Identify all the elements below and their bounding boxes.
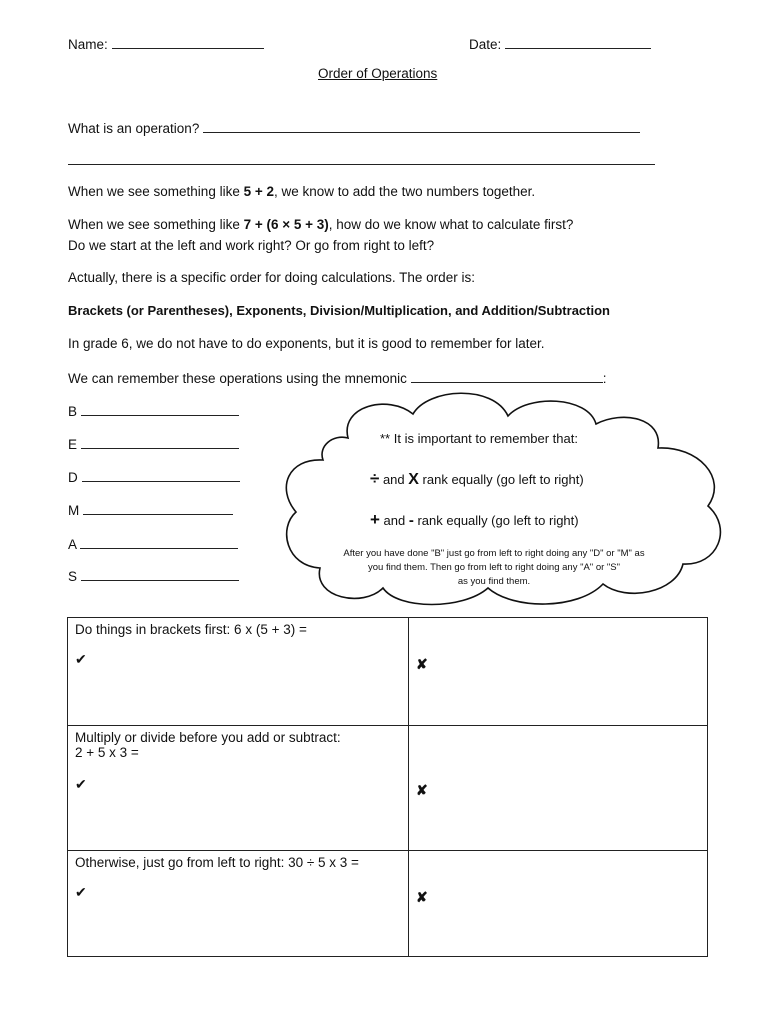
table-cell-incorrect[interactable] — [409, 618, 708, 726]
letter-e-blank[interactable] — [81, 436, 239, 449]
cross-icon: ✘ — [416, 782, 428, 798]
letter-b-blank[interactable] — [81, 403, 239, 416]
question-blank[interactable] — [203, 120, 640, 133]
letter-a: A — [68, 537, 77, 552]
body-line-4: Actually, there is a specific order for doing calculations. The order is: — [68, 270, 475, 285]
letter-e: E — [68, 437, 78, 452]
question-blank-2[interactable] — [68, 152, 655, 165]
table-row — [68, 726, 708, 851]
divide-symbol: ÷ — [370, 469, 380, 488]
letter-m: M — [68, 503, 80, 518]
cloud-note-1: After you have done "B" just go from left to right doing any "D" or "M" as — [343, 548, 645, 559]
letter-m-blank[interactable] — [83, 502, 233, 515]
mnemonic-line — [68, 370, 606, 386]
table-cell-incorrect[interactable] — [409, 851, 708, 957]
letter-d: D — [68, 470, 78, 485]
date-blank[interactable] — [505, 36, 651, 49]
table-row — [68, 618, 708, 726]
cloud-line-3-and: and — [379, 513, 409, 528]
name-label: Name: — [68, 37, 108, 52]
name-field — [68, 36, 264, 52]
date-field — [469, 36, 651, 52]
line2-post: , how do we know what to calculate first? — [328, 217, 574, 232]
date-label: Date: — [469, 37, 502, 52]
line1-post: , we know to add the two numbers together. — [274, 184, 536, 199]
cloud-note-3: as you find them. — [457, 576, 531, 587]
body-line-5: In grade 6, we do not have to do exponents, but it is good to remember for later. — [68, 336, 545, 351]
cloud-line-2-and: and — [379, 472, 409, 487]
line2-bold: 7 + (6 × 5 + 3) — [243, 217, 329, 232]
table-cell-incorrect[interactable] — [409, 726, 708, 851]
letter-d-blank[interactable] — [82, 469, 240, 482]
line2-pre: When we see something like — [68, 217, 244, 232]
check-icon: ✔ — [75, 776, 87, 792]
mnemonic-blank[interactable] — [411, 370, 603, 383]
table-cell-correct[interactable] — [68, 851, 409, 957]
name-blank[interactable] — [112, 36, 264, 49]
row3-prompt: Otherwise, just go from left to right: 30 ÷ 5 x 3 = — [75, 855, 359, 870]
cross-icon: ✘ — [416, 889, 428, 905]
cloud-line-1: ** It is important to remember that: — [380, 431, 578, 446]
order-statement: Brackets (or Parentheses), Exponents, Division/Multiplication, and Addition/Subtraction — [68, 303, 610, 318]
letter-b: B — [68, 404, 78, 419]
letter-s: S — [68, 569, 78, 584]
table-row — [68, 851, 708, 957]
row2-prompt-a: Multiply or divide before you add or subtract: — [75, 730, 341, 745]
cloud-note-2: you find them. Then go from left to right doing any "A" or "S" — [367, 562, 620, 573]
minus-symbol: - — [408, 512, 414, 529]
cross-icon: ✘ — [416, 656, 428, 672]
mnemonic-colon: : — [602, 371, 607, 386]
body-line-2 — [68, 217, 573, 232]
question-line — [68, 120, 640, 136]
multiply-symbol: X — [408, 471, 419, 488]
cloud-line-3 — [370, 510, 579, 530]
row1-prompt: Do things in brackets first: 6 x (5 + 3) = — [75, 622, 307, 637]
cloud-line-3-post: rank equally (go left to right) — [413, 513, 579, 528]
table-cell-correct[interactable] — [68, 618, 409, 726]
cloud-note — [292, 547, 696, 589]
letter-row-a — [68, 536, 238, 552]
letter-row-e — [68, 436, 239, 452]
line1-pre: When we see something like — [68, 184, 244, 199]
table-cell-correct[interactable] — [68, 726, 409, 851]
letter-row-b — [68, 403, 239, 419]
body-line-1 — [68, 184, 535, 199]
page-title: Order of Operations — [318, 66, 438, 81]
cloud-line-2-post: rank equally (go left to right) — [418, 472, 584, 487]
letter-a-blank[interactable] — [80, 536, 238, 549]
body-line-3: Do we start at the left and work right? Or go from right to left? — [68, 238, 435, 253]
letter-row-d — [68, 469, 240, 485]
check-icon: ✔ — [75, 651, 87, 667]
letter-row-m — [68, 502, 233, 518]
letter-row-s — [68, 568, 239, 584]
plus-symbol: + — [370, 510, 380, 529]
question-text: What is an operation? — [68, 121, 200, 136]
mnemonic-text: We can remember these operations using the mnemonic — [68, 371, 407, 386]
row2-prompt-b: 2 + 5 x 3 = — [75, 745, 139, 760]
operations-table — [67, 617, 708, 957]
line1-bold: 5 + 2 — [243, 184, 274, 199]
cloud-line-2 — [370, 469, 584, 489]
check-icon: ✔ — [75, 884, 87, 900]
letter-s-blank[interactable] — [81, 568, 239, 581]
